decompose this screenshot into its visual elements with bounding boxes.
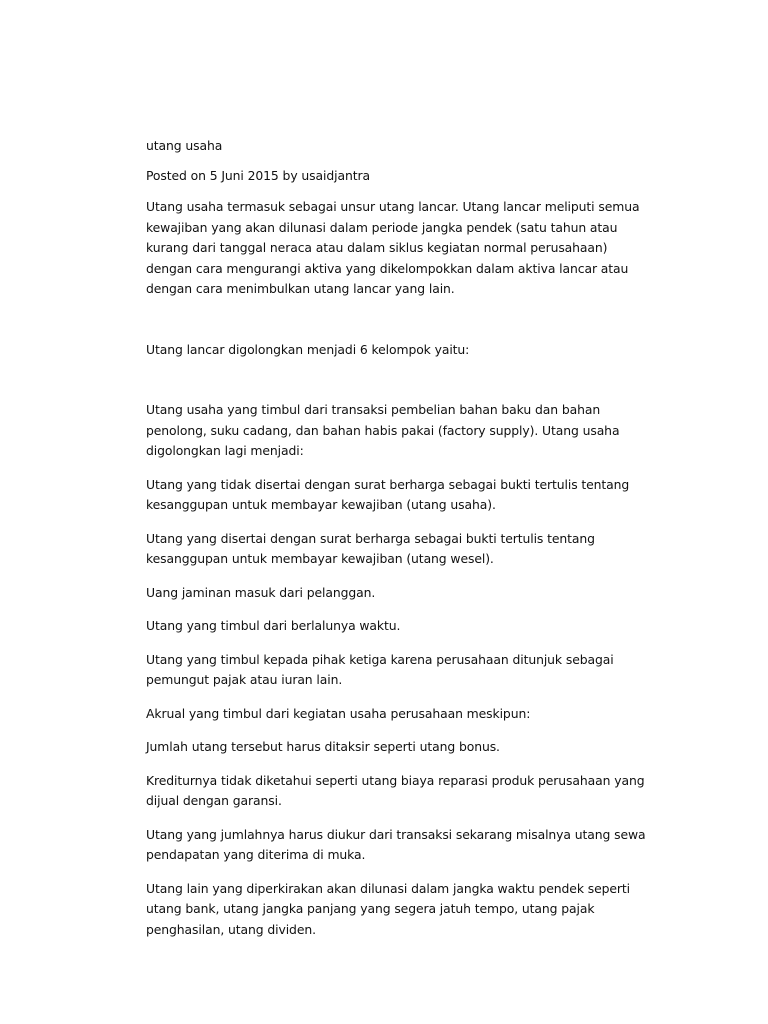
post-meta: Posted on 5 Juni 2015 by usaidjantra [146, 167, 370, 183]
paragraph-item: Utang yang disertai dengan surat berharga sebagai bukti tertulis tentang kesanggupan untuk membayar kewajiban (utang wesel). [146, 530, 595, 566]
paragraph-item: Utang yang jumlahnya harus diukur dari transaksi sekarang misalnya utang sewa pendapatan yang diterima di muka. [146, 826, 646, 862]
paragraph-item: Krediturnya tidak diketahui seperti utang biaya reparasi produk perusahaan yang dijual dengan garansi. [146, 772, 645, 808]
paragraph-item: Utang yang timbul kepada pihak ketiga karena perusahaan ditunjuk sebagai pemungut pajak atau iuran lain. [146, 651, 614, 687]
paragraph-item: Uang jaminan masuk dari pelanggan. [146, 584, 376, 600]
paragraph-intro: Utang usaha termasuk sebagai unsur utang lancar. Utang lancar meliputi semua kewajiban yang akan dilunasi dalam periode jangka pendek (satu tahun atau kurang dari tanggal neraca atau dalam siklus kegiatan normal perusahaan) dengan cara mengurangi aktiva yang dikelompokkan dalam aktiva lancar atau dengan cara menimbulkan utang lancar yang lain. [146, 199, 640, 296]
paragraph-item: Utang lain yang diperkirakan akan dilunasi dalam jangka waktu pendek seperti utang bank, utang jangka panjang yang segera jatuh tempo, utang pajak penghasilan, utang dividen. [146, 880, 630, 937]
paragraph-item: Akrual yang timbul dari kegiatan usaha perusahaan meskipun: [146, 705, 531, 721]
paragraph-classification: Utang lancar digolongkan menjadi 6 kelompok yaitu: [146, 341, 470, 357]
paragraph-item: Utang yang timbul dari berlalunya waktu. [146, 618, 401, 633]
paragraph-item: Jumlah utang tersebut harus ditaksir seperti utang bonus. [146, 739, 500, 754]
paragraph-item: Utang yang tidak disertai dengan surat berharga sebagai bukti tertulis tentang kesanggupan untuk membayar kewajiban (utang usaha). [146, 476, 630, 512]
document-body [146, 136, 646, 953]
post-title: utang usaha [146, 138, 223, 153]
paragraph-item: Utang usaha yang timbul dari transaksi pembelian bahan baku dan bahan penolong, suku cadang, dan bahan habis pakai (factory supply). Utang usaha digolongkan lagi menjadi: [146, 402, 620, 458]
